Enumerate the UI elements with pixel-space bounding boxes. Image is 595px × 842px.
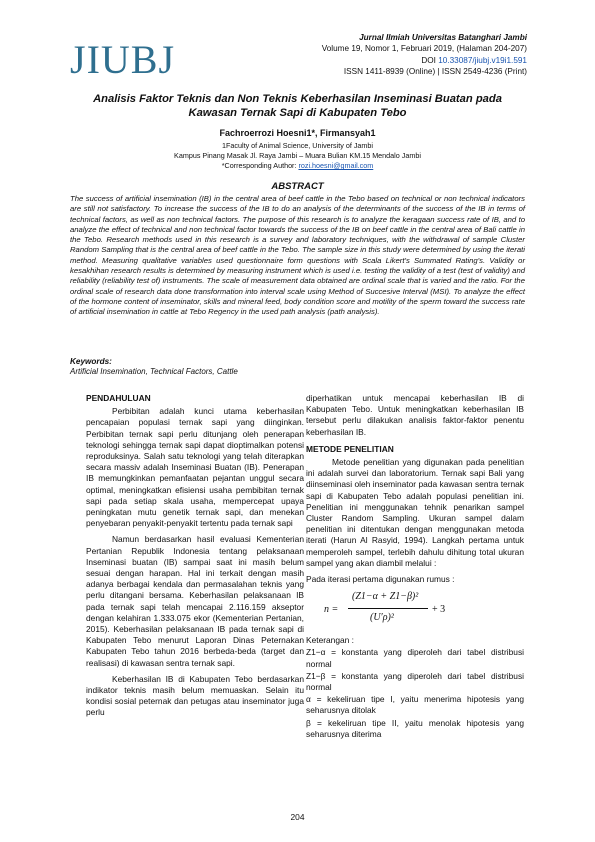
paper-title: Analisis Faktor Teknis dan Non Teknis Keberhasilan Inseminasi Buatan pada Kawasan Ternak Sapi di Kabupaten Tebo: [93, 93, 502, 119]
section-heading-metode: METODE PENELITIAN: [306, 443, 394, 454]
left-column: [86, 393, 304, 724]
doi-label: DOI: [421, 55, 439, 65]
keterangan-label: Keterangan :: [306, 635, 354, 646]
intro-paragraph-continued: diperhatikan untuk mencapai keberhasilan IB di Kabupaten Tebo. Untuk meningkatkan keberhasilan IB tersebut perlu dilakukan analisis faktor-faktor penentu keberhasilan IB.: [306, 393, 524, 437]
keywords-text: Artificial Insemination, Technical Factors, Cattle: [70, 367, 238, 376]
page-number: 204: [290, 812, 305, 822]
section-heading-pendahuluan: PENDAHULUAN: [86, 393, 151, 403]
sample-size-formula: [306, 591, 524, 629]
formula-intro: Pada iterasi pertama digunakan rumus :: [306, 574, 455, 585]
legend-beta: β = kekeliruan tipe II, yaitu menolak hipotesis yang seharusnya diterima: [306, 717, 524, 739]
legend-z-beta: Z1−β = konstanta yang diperoleh dari tabel distribusi normal: [306, 670, 524, 693]
journal-info: [322, 32, 527, 77]
legend-z-alpha: Z1−α = konstanta yang diperoleh dari tabel distribusi normal: [306, 647, 524, 669]
right-column: [306, 393, 524, 741]
volume-info: Volume 19, Nomor 1, Februari 2019, (Halaman 204-207): [321, 44, 527, 54]
abstract-heading: ABSTRACT: [271, 181, 324, 192]
corresponding-author: [70, 161, 525, 171]
method-paragraph-1: Metode penelitian yang digunakan pada penelitian ini adalah survei dan laboratorium. Ternak sapi Bali yang diinseminasi oleh inseminator pada kawasan sentra ternak sapi di Kabupaten Tebo adalah populasi penelitian ini. Penelitian ini menggunakan tehnik penarikan sampel Cluster Random Sampling. Ukuran sampel dalam penelitian ini ditentukan dengan menggunakan metoda iterati (Harun Al Rasyid, 1994). Langkah pertama untuk memperoleh sampel, terlebih dahulu dihitung total ukuran sampel yang akan diambil melalui :: [306, 457, 524, 568]
affiliation-line-1: 1Faculty of Animal Science, University of Jambi: [222, 141, 373, 150]
intro-paragraph-1: Perbibitan adalah kunci utama keberhasilan pencapaian populasi ternak sapi yang diinginkan. Perbibitan ternak sapi perlu ditunjang oleh penerapan teknologi sehingga ternak sapi dapat dioptimalkan potensi reproduksinya. Salah satu teknologi yang telah diterapkan secara massiv adalah Inseminasi Buatan (IB). Penerapan IB memungkinkan pemanfaatan pejantan unggul secara optimal, meningkatkan efisiensi usaha pembibitan ternak sapi pada setiap skala usaha, mempercepat upaya peningkatan mutu genetik ternak sapi, dan menekan penyebaran penyakit-penyakit tertentu pada ternak sapi: [86, 406, 304, 529]
author-email-link[interactable]: rozi.hoesni@gmail.com: [298, 161, 374, 171]
doi-link[interactable]: 10.33087/jiubj.v19i1.591: [438, 55, 527, 65]
corresponding-label: *Corresponding Author:: [221, 161, 299, 171]
keywords-heading: Keywords:: [70, 357, 112, 366]
issn-info: ISSN 1411-8939 (Online) | ISSN 2549-4236 (Print): [343, 66, 527, 76]
formula-numerator: (Z1−α + Z1−β)²: [352, 591, 419, 603]
affiliation-line-2: Kampus Pinang Masak Jl. Raya Jambi – Muara Bulian KM.15 Mendalo Jambi: [174, 151, 421, 161]
doi-line: [322, 55, 527, 66]
abstract-text: The success of artificial insemination (IB) in the central area of beef cattle in the Tebo based on technical or non technical indicators are still not satisfactory. To increase the success of the IB to do an analysis of the determinants of the success of the IB in terms of technical factors, as well as non technical factors. The purpose of this research is to analyze the keragaan success rate of IB, and to analyze the effect of technical and non technical factor towards the success of the IB on beef cattle in the central area of Bali cattle in the Tebo. Research methods used in this research is a survey and laboratory techniques, with the withdrawal of sample Cluster Random Sampling that is the central area of beef cattle in the Tebo. The sample size in this study were determined by using the iterati method. Measuring qualitative variables used questionnaire form questions with Scala Likert's Summated Rating's. Validity or kesakhihan research results is determined by measuring instrument which is used i.e. testing the validity of a test (test of validity) and reliability (reliability test of) instruments. The scale of measurement data obtained are ordinal scale that is varied and the ratio. For the ordinal scale of research data done transformation into interval scale using Method of Succesive Interval (MSI). To analyze the effect of the hormone content of inseminator, skills and mineral feed, body condition score and motility of the sperm toward the success rate of artificial insemination in cattle at Tebo Regency in the used path analysis (path analysis).: [70, 194, 525, 317]
journal-name: Jurnal Ilmiah Universitas Batanghari Jambi: [359, 33, 527, 42]
intro-paragraph-2: Namun berdasarkan hasil evaluasi Kementerian Pertanian Republik Indonesia tentang pelaksanaan Inseminasi buatan (IB) sampai saat ini masih belum sesuai dengan harapan. Hal ini terkait dengan masih adanya berbagai kendala dan permasalahan teknis yang perlu ditangani bersama. Keberhasilan pelaksanaan IB pada ternak sapi telah mencapai 2.116.159 akseptor dengan kelahiran 1.333.075 ekor (Kementerian Pertanian, 2015). Keberhasilan pelaksanaan IB pada ternak sapi di Kabupaten Tebo menurut Laporan Dinas Peternakan Kabupaten Tebo tahun 2016 berbeda-beda (target dan realisasi) di kawasan sentra ternak sapi.: [86, 534, 304, 668]
fraction-bar: [348, 608, 428, 609]
journal-logo: JIUBJ: [70, 37, 176, 82]
authors: Fachroerrozi Hoesni1*, Firmansyah1: [219, 128, 376, 138]
formula-denominator: (U′ρ)²: [370, 612, 394, 624]
intro-paragraph-3: Keberhasilan IB di Kabupaten Tebo berdasarkan indikator teknis masih belum memuaskan. Selain itu kondisi sosial peternak dan petugas atau inseminator juga perlu: [86, 673, 304, 718]
affiliation: [70, 141, 525, 172]
legend-alpha: α = kekeliruan tipe I, yaitu menerima hipotesis yang seharusnya ditolak: [306, 694, 524, 716]
formula-lhs: n =: [324, 604, 339, 616]
formula-plus-term: + 3: [432, 604, 446, 616]
